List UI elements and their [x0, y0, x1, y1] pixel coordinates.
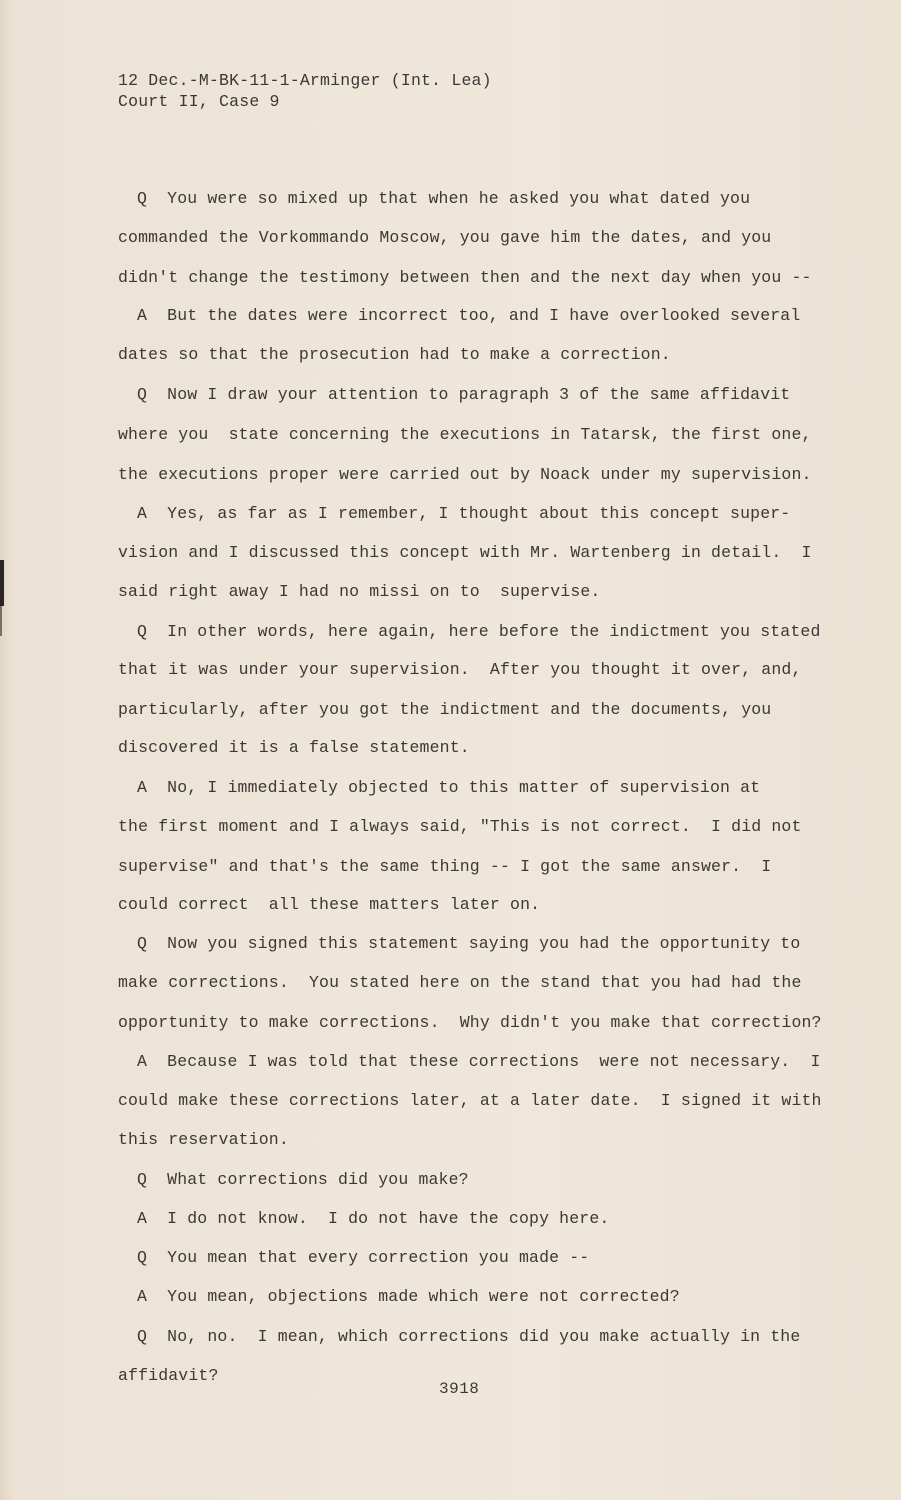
- transcript-line: this reservation.: [118, 1130, 289, 1149]
- transcript-line: Q You mean that every correction you made --: [137, 1248, 590, 1267]
- transcript-line: A I do not know. I do not have the copy here.: [137, 1209, 610, 1228]
- header-court: Court II, Case 9: [118, 92, 280, 111]
- transcript-line: the first moment and I always said, "This is not correct. I did not: [118, 817, 802, 836]
- transcript-line: didn't change the testimony between then and the next day when you --: [118, 268, 812, 287]
- transcript-line: make corrections. You stated here on the stand that you had had the: [118, 973, 802, 992]
- page-edge-mark: [0, 606, 2, 636]
- transcript-line: Q What corrections did you make?: [137, 1170, 469, 1189]
- transcript-line: commanded the Vorkommando Moscow, you gave him the dates, and you: [118, 228, 772, 247]
- transcript-line: where you state concerning the executions in Tatarsk, the first one,: [118, 425, 812, 444]
- transcript-line: A No, I immediately objected to this matter of supervision at: [137, 778, 761, 797]
- transcript-line: A Because I was told that these corrections were not necessary. I: [137, 1052, 821, 1071]
- transcript-line: supervise" and that's the same thing -- I got the same answer. I: [118, 857, 772, 876]
- transcript-line: A But the dates were incorrect too, and I have overlooked several: [137, 306, 801, 325]
- transcript-line: Q In other words, here again, here before the indictment you stated: [137, 622, 821, 641]
- page-edge-mark: [0, 560, 4, 606]
- transcript-line: A Yes, as far as I remember, I thought about this concept super-: [137, 504, 791, 523]
- transcript-line: Q You were so mixed up that when he asked you what dated you: [137, 189, 751, 208]
- transcript-line: affidavit?: [118, 1366, 219, 1385]
- header-case-reference: 12 Dec.-M-BK-11-1-Arminger (Int. Lea): [118, 71, 492, 90]
- transcript-line: Q No, no. I mean, which corrections did you make actually in the: [137, 1327, 801, 1346]
- page-number: 3918: [439, 1380, 480, 1398]
- transcript-line: particularly, after you got the indictment and the documents, you: [118, 700, 772, 719]
- transcript-line: that it was under your supervision. After you thought it over, and,: [118, 660, 802, 679]
- transcript-line: Q Now you signed this statement saying you had the opportunity to: [137, 934, 801, 953]
- transcript-line: discovered it is a false statement.: [118, 738, 470, 757]
- transcript-line: could correct all these matters later on.: [118, 895, 541, 914]
- transcript-line: dates so that the prosecution had to make a correction.: [118, 345, 671, 364]
- document-header: [118, 70, 492, 112]
- transcript-line: A You mean, objections made which were not corrected?: [137, 1287, 680, 1306]
- transcript-line: vision and I discussed this concept with Mr. Wartenberg in detail. I: [118, 543, 812, 562]
- transcript-line: said right away I had no missi on to supervise.: [118, 582, 601, 601]
- transcript-line: opportunity to make corrections. Why didn't you make that correction?: [118, 1013, 822, 1032]
- transcript-line: could make these corrections later, at a later date. I signed it with: [118, 1091, 822, 1110]
- transcript-line: Q Now I draw your attention to paragraph 3 of the same affidavit: [137, 385, 791, 404]
- transcript-line: the executions proper were carried out by Noack under my supervision.: [118, 465, 812, 484]
